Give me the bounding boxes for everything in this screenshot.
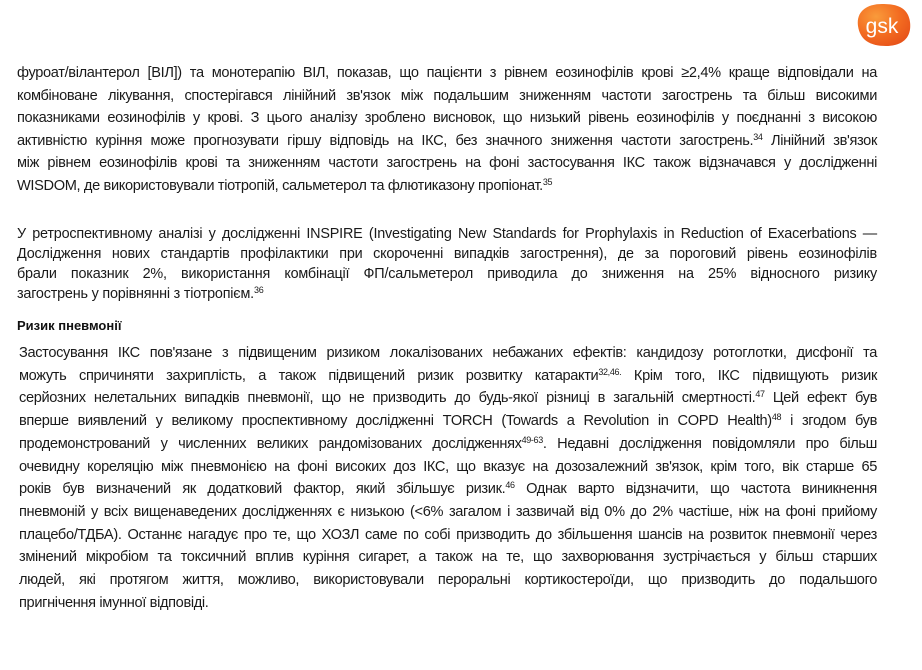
text-line xyxy=(19,365,877,388)
text-line: фуроат/вілантерол [ВІЛ]) та монотерапію ВІЛ, показав, що пацієнти з рівнем еозинофілів крові ≥2,4% краще відповідали на xyxy=(17,65,877,81)
paragraph-inspire xyxy=(17,224,877,304)
text-line: Застосування ІКС пов'язане з підвищеним ризиком локалізованих небажаних ефектів: кандидозу ротоглотки, дисфонії та xyxy=(19,345,877,361)
section-heading-pneumonia-risk: Ризик пневмонії xyxy=(17,318,122,333)
text-line: людей, які протягом життя, можливо, використовували пероральні кортикостероїди, що призводить до подальшого xyxy=(19,572,877,589)
text-line xyxy=(19,433,877,456)
text-segment: продемонстрований у численних великих рандомізованих дослідженнях xyxy=(19,435,522,452)
gsk-logo xyxy=(852,2,912,48)
citation-ref: 34 xyxy=(753,131,763,142)
text-line xyxy=(17,284,877,304)
text-segment: серйозних нелетальних випадків пневмонії, що не призводить до будь-якої різниці в загальній смертності. xyxy=(19,390,756,407)
text-segment: і згодом був xyxy=(781,413,877,430)
citation-ref: 49-63 xyxy=(521,434,543,445)
text-segment: Крім того, ІКС підвищують ризик xyxy=(621,367,877,384)
citation-ref: 32,46. xyxy=(598,366,622,377)
text-line xyxy=(19,478,877,501)
text-line: пригнічення імунної відповіді. xyxy=(19,594,209,611)
citation-ref: 46 xyxy=(505,480,515,491)
text-segment: . Недавні дослідження повідомляли про більш xyxy=(542,435,878,452)
text-segment: можуть спричиняти захриплість, а також підвищений ризик розвитку катаракти xyxy=(19,367,599,384)
text-line xyxy=(17,175,877,198)
text-line: комбіноване лікування, спостерігався лінійний зв'язок між подальшим зниженням частоти загострень та більш високими xyxy=(17,87,877,104)
text-line: брали показник 2%, використання комбінації ФП/сальметерол приводила до зниження на 25% відносного ризику xyxy=(17,266,877,282)
text-segment: років був визначений як додатковий фактор, який збільшує ризик. xyxy=(19,481,506,498)
citation-ref: 35 xyxy=(542,176,553,187)
text-segment: Лінійний зв'язок xyxy=(762,132,877,149)
text-line xyxy=(17,130,877,153)
text-line xyxy=(19,410,877,433)
text-line: між рівнем еозинофілів крові та зниженням частоти загострень на фоні застосування ІКС також відзначався у дослідженні xyxy=(17,155,877,172)
logo-text: gsk xyxy=(865,15,899,38)
paragraph-eosinophils xyxy=(17,62,877,198)
paragraph-pneumonia xyxy=(19,342,877,614)
citation-ref: 48 xyxy=(771,412,782,423)
text-segment: WISDOM, де використовували тіотропій, сальметерол та флютиказону пропіонат. xyxy=(17,177,543,194)
text-line: очевидну кореляцію між пневмонією на фоні високих доз ІКС, що вказує на дозозалежний зв'язок, крім того, вік старше 65 xyxy=(19,458,877,475)
text-segment: вперше виявлений у великому проспективному дослідженні TORCH (Towards a Revolution in COPD Health) xyxy=(19,413,772,430)
citation-ref: 47 xyxy=(755,389,765,400)
text-line xyxy=(19,387,877,410)
text-segment: Однак варто відзначити, що частота виникнення xyxy=(514,481,877,498)
text-line: Дослідження нових стандартів профілактики при скороченні випадків загострення), де за пороговий рівень еозинофілів xyxy=(17,246,877,262)
citation-ref: 36 xyxy=(253,285,264,295)
text-line: пневмоній у всіх вищенаведених дослідженнях є низькою (<6% загалом і зазвичай від 0% до 2% частіше, ніж на фоні прийому xyxy=(19,503,877,520)
text-segment: загострень у порівнянні з тіотропієм. xyxy=(17,286,254,302)
text-line: показниками еозинофілів у крові. З цього аналізу зроблено висновок, що низький рівень еозинофілів у поєднанні з високою xyxy=(17,110,877,127)
text-line: змінений мікробіом та токсичний вплив куріння сигарет, а також на те, що захворювання зустрічається у більш старших xyxy=(19,549,877,566)
text-line: У ретроспективному аналізі у дослідженні INSPIRE (Investigating New Standards for Prophylaxis in Reduction of Exacerbations — xyxy=(17,226,877,242)
gsk-logo-icon xyxy=(852,2,912,48)
text-segment: Цей ефект був xyxy=(764,390,878,407)
text-segment: активністю куріння може прогнозувати гіршу відповідь на ІКС, без значного зниження частоти загострень. xyxy=(17,132,754,149)
text-line: плацебо/ТДБА). Останнє нагадує про те, що ХОЗЛ саме по собі призводить до збільшення шансів на розвиток пневмонії через xyxy=(19,526,877,543)
